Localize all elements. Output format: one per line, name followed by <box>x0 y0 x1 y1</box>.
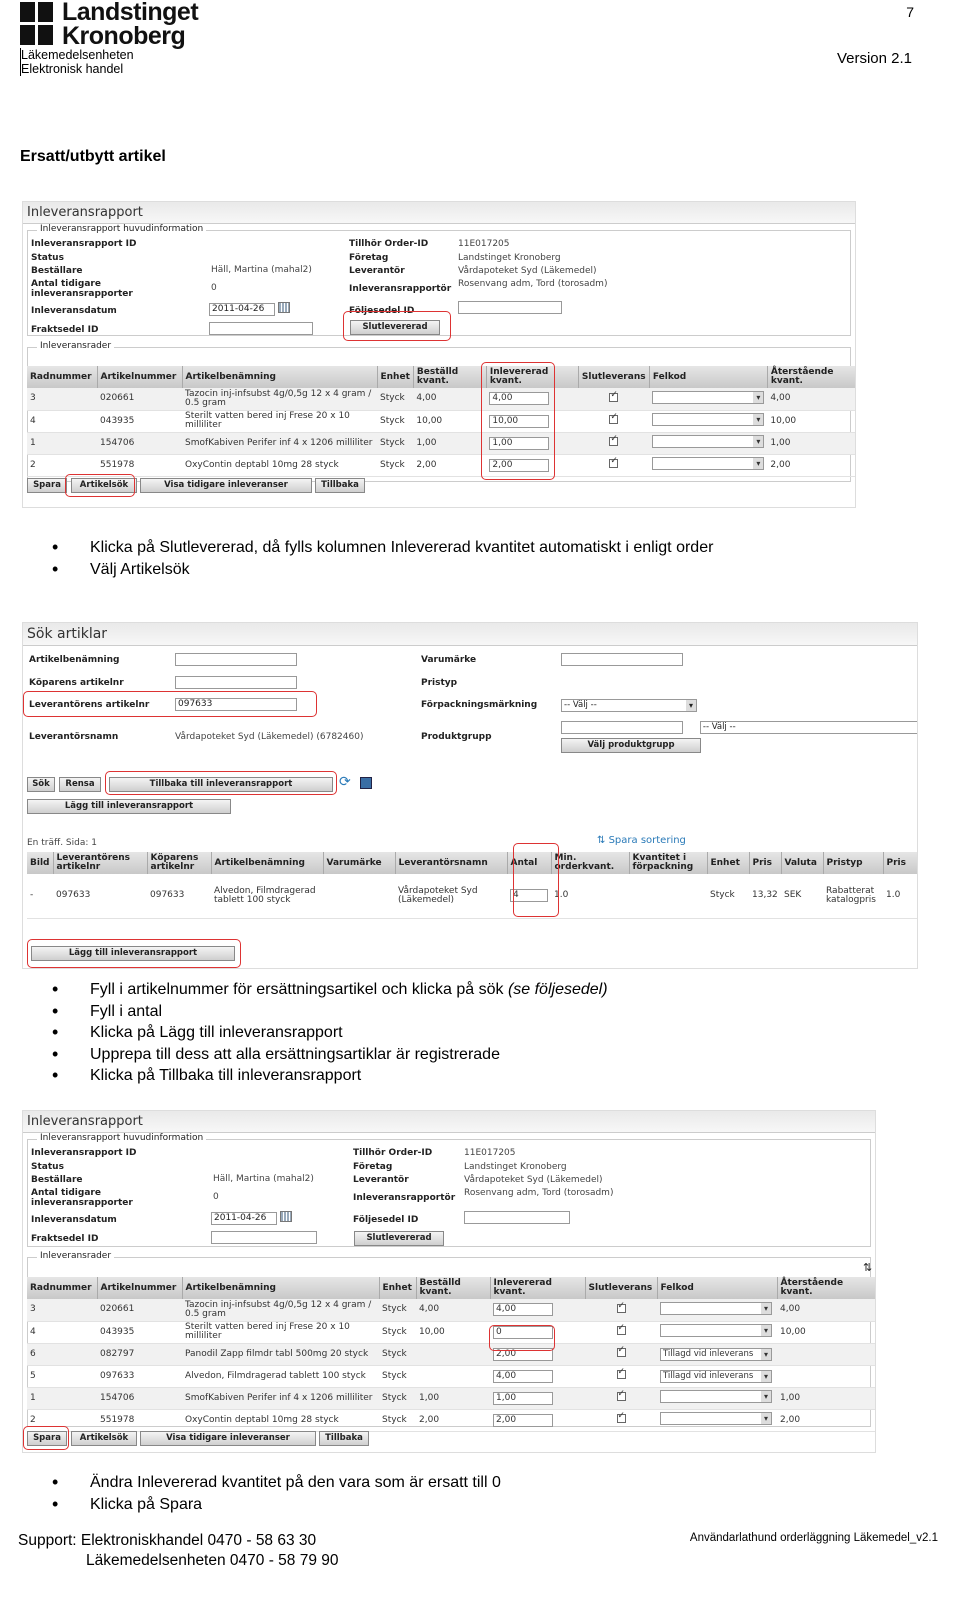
col-header[interactable]: Bild <box>27 852 53 874</box>
right-labels: Tillhör Order-ID Företag Leverantör Inleveransrapportör Följesedel ID <box>353 1148 456 1225</box>
rows-legend: Inleveransrader <box>37 341 114 351</box>
save-sort-link[interactable]: ⇅ Spara sortering <box>597 835 686 846</box>
slutleverans-checkbox[interactable] <box>617 1414 626 1423</box>
table-row: 5 097633 Alvedon, Filmdragerad tablett 100 styck Styck 4,00 ✓ Tillagd vid inleverans ▾ <box>27 1365 876 1387</box>
table-row: 4 043935 Sterilt vatten bered inj Frese 20 x 10 milliliter Styck 10,00 0 ✓ ▾ 10,00 <box>27 1321 876 1343</box>
table-row: - 097633 097633 Alvedon, Filmdragerad tablett 100 styck Vårdapoteket Syd (Läkemedel) 4 1.0 Styck 13,32 SEK Rabatterat katalogpris 1.0 <box>27 874 918 918</box>
col-header[interactable]: Pris <box>749 852 781 874</box>
col-header[interactable]: Slutleverans <box>585 1277 657 1299</box>
slutleverans-checkbox[interactable] <box>617 1370 626 1379</box>
produktgrupp-input[interactable] <box>561 721 683 734</box>
antal-value: 0 <box>213 1192 219 1202</box>
artikelsok-button[interactable]: Artikelsök <box>71 1431 137 1446</box>
col-header[interactable]: Min. orderkvant. <box>551 852 629 874</box>
delivered-input[interactable]: 1,00 <box>493 1392 553 1405</box>
table-header <box>27 852 918 874</box>
left-labels: Inleveransrapport ID Status Beställare Antal tidigare inleveransrapporter Inleveransdatum Fraktsedel ID <box>31 1148 137 1244</box>
tillbaka-till-inleverans-button[interactable]: Tillbaka till inleveransrapport <box>109 777 333 792</box>
list-item: • Fyll i artikelnummer för ersättningsartikel och klicka på sök (se följesedel) <box>0 979 608 1001</box>
table-row: 3 020661 Tazocin inj-infsubst 4g/0,5g 12 x 4 gram / 0.5 gram Styck 4,00 4,00 ✓ ▾ 4,00 <box>27 1299 876 1321</box>
slutleverans-checkbox[interactable] <box>609 437 618 446</box>
felkod-select[interactable] <box>660 1390 772 1403</box>
save-icon[interactable] <box>360 777 372 789</box>
table-row: 2 551978 OxyContin deptabl 10mg 28 styck Styck 2,00 2,00 ✓ ▾ 2,00 <box>27 454 856 476</box>
col-header[interactable]: Kvantitet i förpackning <box>629 852 707 874</box>
list-item: • Klicka på Slutlevererad, då fylls kolumnen Inlevererad kvantitet automatiskt i enligt order <box>0 537 713 559</box>
col-header[interactable]: Antal <box>507 852 551 874</box>
slutlevererad-button[interactable]: Slutlevererad <box>350 320 440 335</box>
col-header[interactable]: Beställd kvant. <box>416 1277 490 1299</box>
list-item: • Välj Artikelsök <box>0 559 713 581</box>
col-header[interactable]: Enhet <box>377 366 413 388</box>
rensa-button[interactable]: Rensa <box>59 777 101 792</box>
rows-table <box>27 366 856 477</box>
label: Leverantörsnamn <box>29 732 119 742</box>
footer-support: Support: Elektroniskhandel 0470 - 58 63 30 <box>18 1532 317 1549</box>
table-row: 2 551978 OxyContin deptabl 10mg 28 styck Styck 2,00 2,00 ✓ ▾ 2,00 <box>27 1409 876 1431</box>
list-item: • Upprepa till dess att alla ersättningsartiklar är registrerade <box>0 1044 608 1066</box>
delivered-input[interactable]: 1,00 <box>489 437 549 450</box>
screenshot-inleveransrapport-1 <box>22 201 856 508</box>
rows-table-wrap <box>27 1277 876 1432</box>
fraktsedel-input[interactable] <box>209 322 313 335</box>
col-header[interactable]: Artikelbenämning <box>182 366 377 388</box>
highlight-slutlevererad <box>343 311 451 341</box>
col-header[interactable]: Artikelnummer <box>97 1277 182 1299</box>
logo-icon <box>20 2 54 46</box>
calendar-icon[interactable] <box>280 1211 292 1222</box>
col-header[interactable]: Köparens artikelnr <box>147 852 211 874</box>
col-header[interactable]: Varumärke <box>323 852 395 874</box>
col-header[interactable]: Valuta <box>781 852 823 874</box>
rows-table-wrap <box>27 366 856 477</box>
col-header[interactable]: Felkod <box>657 1277 777 1299</box>
label: Köparens artikelnr <box>29 678 124 688</box>
list-item: • Fyll i antal <box>0 1001 608 1023</box>
department: Läkemedelsenheten Elektronisk handel <box>21 48 134 76</box>
table-header <box>27 366 856 388</box>
delivered-input[interactable]: 2,00 <box>493 1414 553 1427</box>
felkod-select[interactable] <box>652 413 764 426</box>
slutleverans-checkbox[interactable] <box>609 415 618 424</box>
felkod-select[interactable] <box>652 435 764 448</box>
logo-text: Landstinget Kronoberg <box>62 0 199 50</box>
list-item: • Klicka på Spara <box>0 1494 501 1516</box>
shot-title: Inleveransrapport <box>23 1111 875 1133</box>
bestallare-value: Häll, Martina (mahal2) <box>213 1174 314 1184</box>
highlight-inlevererad-column <box>481 362 555 480</box>
highlight-spara <box>23 1426 69 1450</box>
result-table-wrap <box>27 852 918 919</box>
antal-input[interactable]: 4 <box>510 889 548 902</box>
foljesedel-input[interactable] <box>458 301 562 314</box>
felkod-select[interactable] <box>660 1412 772 1425</box>
delivered-input[interactable]: 10,00 <box>489 415 549 428</box>
label: Varumärke <box>421 655 477 665</box>
forpackning-select[interactable]: -- Välj -- ▾ <box>700 721 918 734</box>
label: Leverantörens artikelnr <box>29 700 150 710</box>
spara-button[interactable]: Spara <box>27 478 67 493</box>
highlight-zero-input <box>489 1325 555 1351</box>
bullet-list-1 <box>0 537 713 580</box>
lagg-till-button[interactable]: Lägg till inleveransrapport <box>31 946 235 961</box>
col-header[interactable]: Pris <box>883 852 918 874</box>
tillbaka-button[interactable]: Tillbaka <box>315 478 365 493</box>
lev-name-value: Vårdapoteket Syd (Läkemedel) (6782460) <box>175 732 364 742</box>
page-number: 7 <box>906 4 914 20</box>
label: Pristyp <box>421 678 458 688</box>
date-input[interactable]: 2011-04-26 <box>209 303 275 316</box>
delivered-input[interactable]: 4,00 <box>493 1370 553 1383</box>
version-label: Version 2.1 <box>836 50 912 67</box>
rows-table <box>27 1277 876 1432</box>
date-input[interactable]: 2011-04-26 <box>211 1212 277 1225</box>
col-header[interactable]: Leverantörsnamn <box>395 852 507 874</box>
table-row: 1 154706 SmofKabiven Perifer inf 4 x 1206 milliliter Styck 1,00 1,00 ✓ ▾ 1,00 <box>27 1387 876 1409</box>
col-header[interactable]: Artikelbenämning <box>182 1277 379 1299</box>
tillbaka-button[interactable]: Tillbaka <box>319 1431 369 1446</box>
col-header[interactable]: Inlevererad kvant. <box>486 366 578 388</box>
sort-icon: ⇅ <box>597 835 606 846</box>
footer-support-2: Läkemedelsenheten 0470 - 58 79 90 <box>86 1552 339 1569</box>
felkod-select[interactable]: Tillagd vid inleverans ▾ <box>660 1348 772 1361</box>
table-header <box>27 1277 876 1299</box>
sok-button[interactable]: Sök <box>27 777 55 792</box>
felkod-select[interactable]: Tillagd vid inleverans ▾ <box>660 1370 772 1383</box>
col-header[interactable]: Artikelbenämning <box>211 852 323 874</box>
bestallare-value: Häll, Martina (mahal2) <box>211 265 312 275</box>
refresh-icon[interactable]: ⟳ <box>339 774 351 790</box>
visa-tidigare-button[interactable]: Visa tidigare inleveranser <box>140 478 312 493</box>
table-row: 4 043935 Sterilt vatten bered inj Frese 20 x 10 milliliter Styck 10,00 10,00 ✓ ▾ 10,00 <box>27 410 856 432</box>
col-header[interactable]: Leverantörens artikelnr <box>53 852 147 874</box>
bullet-list-2 <box>0 979 608 1087</box>
rows-legend: Inleveransrader <box>37 1251 114 1261</box>
col-header[interactable]: Slutleverans <box>578 366 649 388</box>
result-table <box>27 852 918 919</box>
hits-label: En träff. Sida: 1 <box>27 838 97 848</box>
label: Artikelbenämning <box>29 655 120 665</box>
table-row: 1 154706 SmofKabiven Perifer inf 4 x 1206 milliliter Styck 1,00 1,00 ✓ ▾ 1,00 <box>27 432 856 454</box>
artikelsok-button[interactable]: Artikelsök <box>71 478 137 493</box>
delivered-input[interactable]: 2,00 <box>493 1348 553 1361</box>
slutlevererad-button[interactable]: Slutlevererad <box>354 1231 444 1246</box>
artikelbenamning-input[interactable] <box>175 653 297 666</box>
felkod-select[interactable] <box>660 1324 772 1337</box>
spara-button[interactable]: Spara <box>27 1431 67 1446</box>
col-header[interactable]: Återstående kvant. <box>767 366 856 388</box>
koparens-artikelnr-input[interactable] <box>175 676 297 689</box>
table-row: 6 082797 Panodil Zapp filmdr tabl 500mg 20 styck Styck 2,00 ✓ Tillagd vid inleverans ▾ <box>27 1343 876 1365</box>
left-labels: Inleveransrapport ID Status Beställare Antal tidigare inleveransrapporter Inleveransdatum Fraktsedel ID <box>31 239 137 335</box>
section-title: Ersatt/utbytt artikel <box>20 148 166 165</box>
col-header[interactable]: Artikelnummer <box>97 366 182 388</box>
highlight-lev-artikelnr <box>23 691 317 717</box>
list-item: • Klicka på Tillbaka till inleveransrapport <box>0 1065 608 1087</box>
info-legend: Inleveransrapport huvudinformation <box>37 1133 206 1143</box>
col-header[interactable]: Felkod <box>649 366 767 388</box>
fraktsedel-input[interactable] <box>211 1231 317 1244</box>
felkod-select[interactable] <box>652 391 764 404</box>
delivered-input[interactable]: 0 <box>493 1326 553 1339</box>
antal-value: 0 <box>211 283 217 293</box>
slutleverans-checkbox[interactable] <box>609 393 618 402</box>
screenshot-inleveransrapport-2 <box>22 1110 876 1453</box>
right-values: 11E017205 Landstinget Kronoberg Vårdapoteket Syd (Läkemedel) Rosenvang adm, Tord (torosadm) <box>458 239 608 289</box>
highlight-tillbaka <box>105 771 337 795</box>
lev-artikelnr-input[interactable]: 097633 <box>175 698 297 711</box>
lagg-till-button-top[interactable]: Lägg till inleveransrapport <box>27 799 231 814</box>
highlight-artikelsok <box>65 474 135 497</box>
slutleverans-checkbox[interactable] <box>617 1326 626 1335</box>
felkod-select[interactable] <box>652 457 764 470</box>
slutleverans-checkbox[interactable] <box>617 1392 626 1401</box>
right-values: 11E017205 Landstinget Kronoberg Vårdapoteket Syd (Läkemedel) Rosenvang adm, Tord (torosadm) <box>464 1148 614 1198</box>
info-legend: Inleveransrapport huvudinformation <box>37 224 206 234</box>
list-item: • Klicka på Lägg till inleveransrapport <box>0 1022 608 1044</box>
calendar-icon[interactable] <box>278 302 290 313</box>
slutleverans-checkbox[interactable] <box>617 1348 626 1357</box>
col-header[interactable]: Radnummer <box>27 366 97 388</box>
shot-title: Inleveransrapport <box>23 202 855 224</box>
highlight-antal <box>513 843 559 917</box>
col-header[interactable]: Pristyp <box>823 852 883 874</box>
col-header[interactable]: Enhet <box>707 852 749 874</box>
col-header[interactable]: Radnummer <box>27 1277 97 1299</box>
delivered-input[interactable]: 2,00 <box>489 459 549 472</box>
felkod-select[interactable] <box>660 1302 772 1315</box>
list-item: • Ändra Inlevererad kvantitet på den vara som är ersatt till 0 <box>0 1472 501 1494</box>
valj-produktgrupp-button[interactable]: Välj produktgrupp <box>561 738 701 753</box>
delivered-input[interactable]: 4,00 <box>489 392 549 405</box>
screenshot-sok-artiklar <box>22 622 918 969</box>
col-header[interactable]: Återstående kvant. <box>777 1277 876 1299</box>
right-labels: Tillhör Order-ID Företag Leverantör Inleveransrapportör Följesedel ID <box>349 239 452 316</box>
shot-title: Sök artiklar <box>23 623 917 646</box>
label: Produktgrupp <box>421 732 492 742</box>
visa-tidigare-button[interactable]: Visa tidigare inleveranser <box>140 1431 316 1446</box>
varumarke-input[interactable] <box>561 653 683 666</box>
foljesedel-input[interactable] <box>464 1211 570 1224</box>
bullet-list-3 <box>0 1472 501 1515</box>
col-header[interactable]: Enhet <box>379 1277 416 1299</box>
col-header[interactable]: Beställd kvant. <box>413 366 486 388</box>
table-row: 3 020661 Tazocin inj-infsubst 4g/0,5g 12 x 4 gram / 0.5 gram Styck 4,00 4,00 ✓ ▾ 4,00 <box>27 388 856 410</box>
pristyp-select[interactable]: -- Välj -- ▾ <box>561 699 697 712</box>
label: Förpackningsmärkning <box>421 700 538 710</box>
delivered-input[interactable]: 4,00 <box>493 1303 553 1316</box>
col-header[interactable]: Inlevererad kvant. <box>490 1277 585 1299</box>
slutleverans-checkbox[interactable] <box>609 459 618 468</box>
footer-doc-name: Användarlathund orderläggning Läkemedel_v2.1 <box>689 1532 938 1544</box>
slutleverans-checkbox[interactable] <box>617 1304 626 1313</box>
sort-icon[interactable]: ⇅ <box>863 1261 873 1274</box>
highlight-lagg-till <box>27 939 241 968</box>
